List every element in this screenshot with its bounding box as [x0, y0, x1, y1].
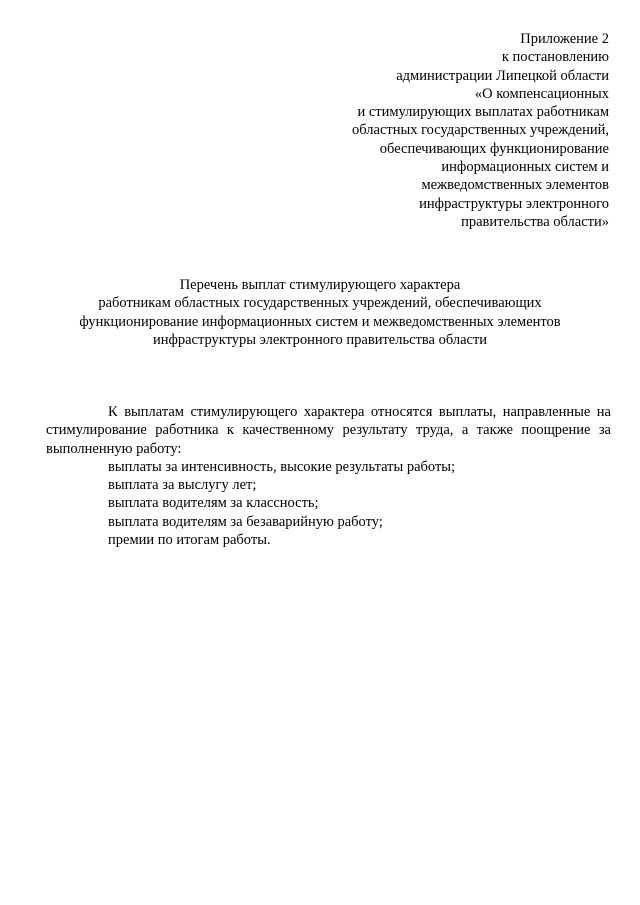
title-line: Перечень выплат стимулирующего характера — [179, 277, 461, 293]
appendix-line: информационных систем и — [441, 159, 609, 176]
appendix-line: и стимулирующих выплатах работникам — [357, 104, 609, 121]
appendix-line: областных государственных учреждений, — [352, 122, 609, 139]
list-item: выплата за выслугу лет; — [108, 477, 257, 494]
appendix-line: к постановлению — [501, 49, 609, 66]
appendix-line: «О компенсационных — [474, 85, 609, 102]
intro-paragraph: К выплатам стимулирующего характера относятся выплаты, направленные на стимулирование работника к качественному результату труда, а также поощрение за выполненную работу: — [46, 404, 611, 457]
payments-list — [46, 458, 611, 549]
appendix-line: обеспечивающих функционирование — [379, 140, 609, 157]
list-item: выплаты за интенсивность, высокие результаты работы; — [108, 458, 456, 475]
list-item: выплата водителям за безаварийную работу; — [108, 513, 383, 530]
document-body — [46, 403, 611, 549]
title-line: функционирование информационных систем и межведомственных элементов — [79, 313, 561, 330]
appendix-line: правительства области» — [461, 213, 609, 230]
title-line: инфраструктуры электронного правительства области — [152, 331, 488, 348]
appendix-line: межведомственных элементов — [421, 177, 609, 194]
list-item: выплата водителям за классность; — [108, 495, 319, 512]
title-line: работникам областных государственных учреждений, обеспечивающих — [98, 295, 542, 312]
list-item: премии по итогам работы. — [108, 532, 271, 549]
document-title — [40, 276, 600, 349]
appendix-line: администрации Липецкой области — [396, 67, 609, 84]
appendix-header — [289, 30, 609, 231]
appendix-line: инфраструктуры электронного — [419, 195, 609, 212]
appendix-line: Приложение 2 — [520, 31, 609, 47]
